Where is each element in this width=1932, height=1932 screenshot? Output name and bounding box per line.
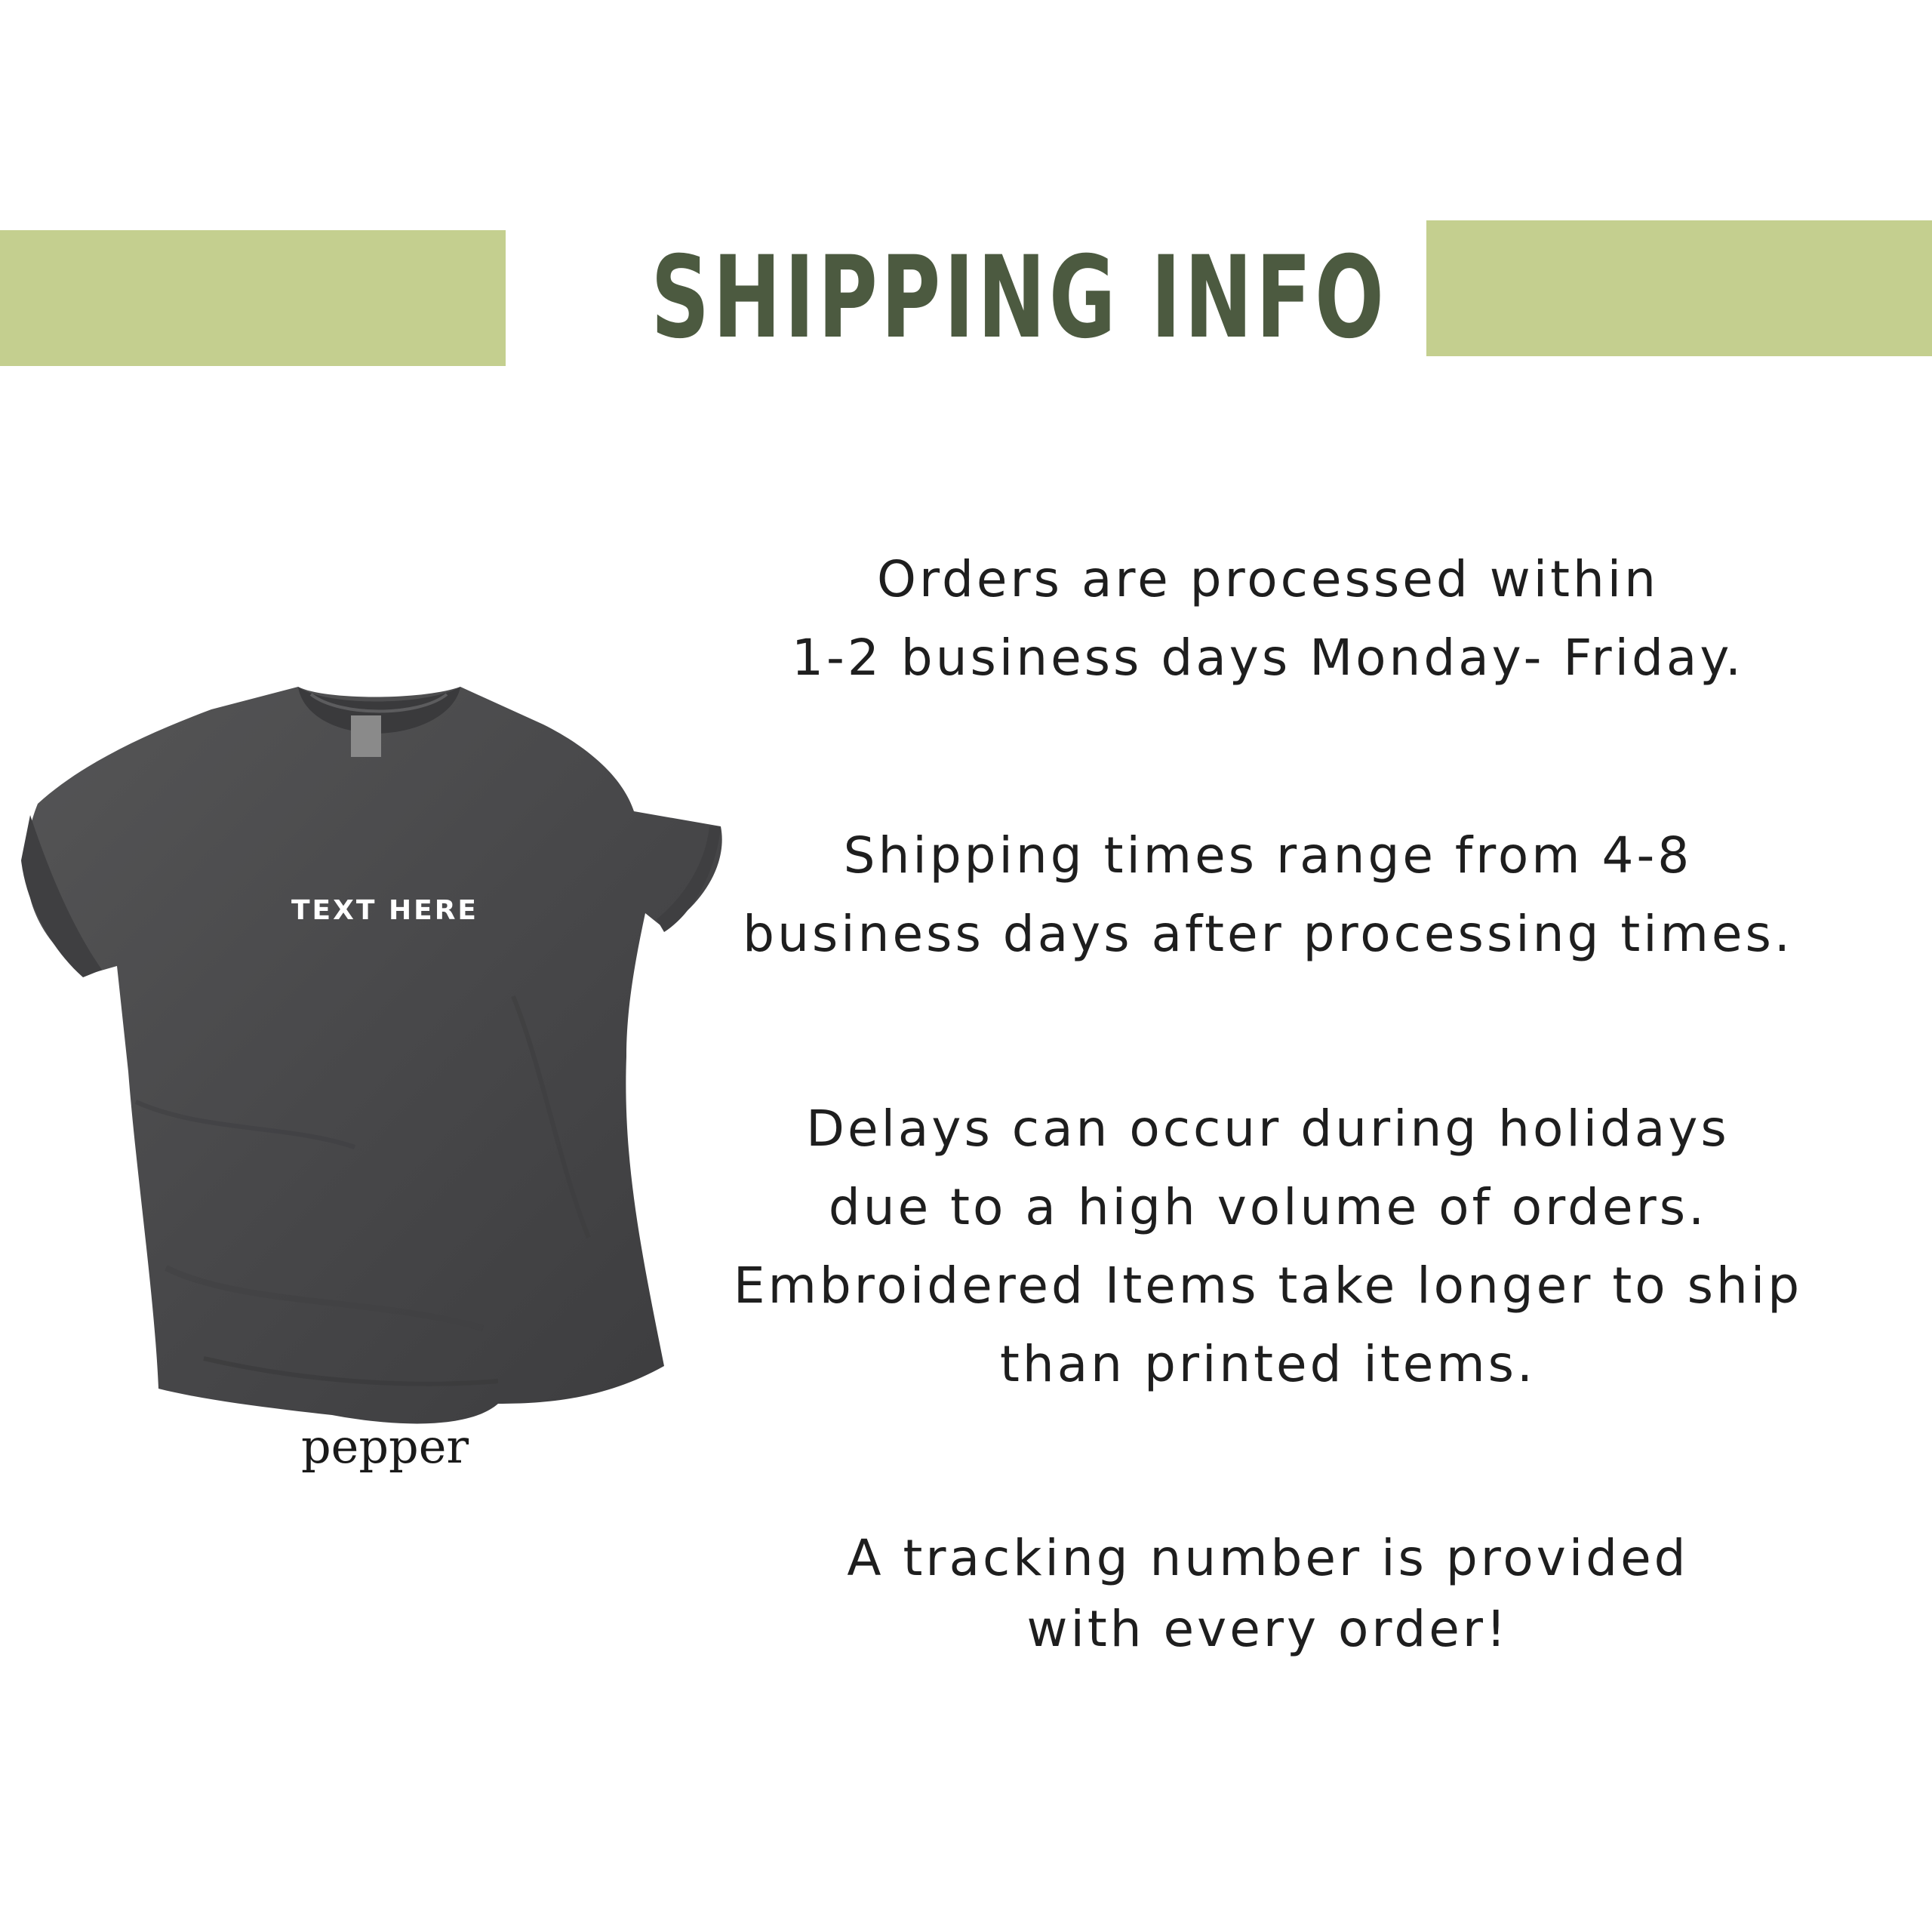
info-line: due to a high volume of orders. <box>828 1178 1708 1236</box>
info-paragraph-delays <box>694 1090 1841 1404</box>
info-line: business days after processing times. <box>743 905 1793 963</box>
info-line: 1-2 business days Monday- Friday. <box>792 629 1744 687</box>
info-line: with every order! <box>1026 1600 1509 1658</box>
info-line: Shipping times range from 4-8 <box>843 826 1693 884</box>
decorative-band-right <box>1426 220 1932 356</box>
shirt-print-text: TEXT HERE <box>291 895 479 926</box>
decorative-band-left <box>0 230 506 366</box>
info-line: Delays can occur during holidays <box>806 1100 1730 1158</box>
product-color-caption: pepper <box>300 1419 469 1474</box>
info-paragraph-tracking <box>694 1523 1841 1665</box>
info-line: A tracking number is provided <box>847 1529 1689 1587</box>
info-line: than printed items. <box>1000 1335 1536 1393</box>
page-title: SHIPPING INFO <box>651 232 1388 364</box>
info-line: Embroidered Items take longer to ship <box>733 1257 1803 1315</box>
product-image <box>15 679 732 1434</box>
info-paragraph-shipping-times <box>694 817 1841 974</box>
shirt-body <box>26 687 722 1423</box>
info-line: Orders are processed within <box>877 550 1659 608</box>
t-shirt-illustration <box>15 679 732 1434</box>
neck-label <box>351 715 381 757</box>
info-paragraph-processing <box>694 540 1841 697</box>
